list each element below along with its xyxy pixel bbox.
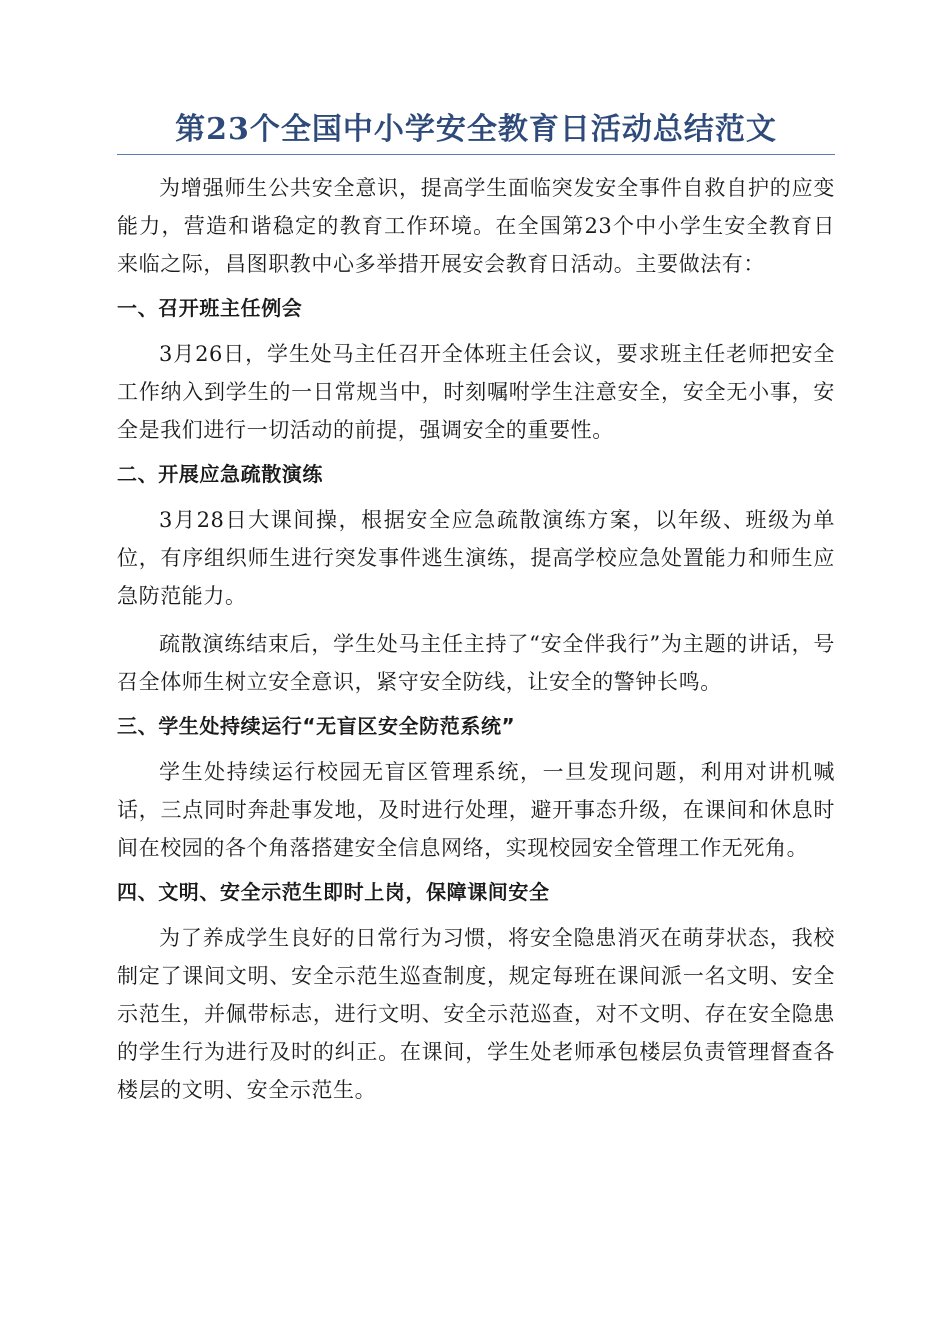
intro-paragraph: 为增强师生公共安全意识，提高学生面临突发安全事件自救自护的应变能力，营造和谐稳定的教育工作环境。在全国第23个中小学生安全教育日来临之际，昌图职教中心多举措开展安会教育日活动。主要做法有：: [117, 176, 835, 276]
section-heading: 一、召开班主任例会: [117, 296, 303, 320]
section-heading: 三、学生处持续运行“无盲区安全防范系统”: [117, 714, 516, 738]
section-heading: 四、文明、安全示范生即时上岗，保障课间安全: [117, 880, 550, 904]
section-4: [117, 877, 835, 1109]
section-paragraph: 3月28日大课间操，根据安全应急疏散演练方案，以年级、班级为单位，有序组织师生进行突发事件逃生演练，提高学校应急处置能力和师生应急防范能力。: [117, 508, 835, 608]
section-1: [117, 293, 835, 449]
document-page: [117, 110, 835, 1109]
section-2: [117, 459, 835, 701]
document-title: 第23个全国中小学安全教育日活动总结范文: [117, 110, 835, 155]
section-heading: 二、开展应急疏散演练: [117, 462, 323, 486]
section-paragraph: 3月26日，学生处马主任召开全体班主任会议，要求班主任老师把安全工作纳入到学生的一日常规当中，时刻嘱咐学生注意安全，安全无小事，安全是我们进行一切活动的前提，强调安全的重要性。: [117, 342, 835, 442]
section-paragraph: 学生处持续运行校园无盲区管理系统，一旦发现问题，利用对讲机喊话，三点同时奔赴事发地，及时进行处理，避开事态升级，在课间和休息时间在校园的各个角落搭建安全信息网络，实现校园安全管理工作无死角。: [117, 760, 835, 860]
section-paragraph: 为了养成学生良好的日常行为习惯，将安全隐患消灭在萌芽状态，我校制定了课间文明、安全示范生巡查制度，规定每班在课间派一名文明、安全示范生，并佩带标志，进行文明、安全示范巡查，对不文明、存在安全隐患的学生行为进行及时的纠正。在课间，学生处老师承包楼层负责管理督查各楼层的文明、安全示范生。: [117, 926, 835, 1102]
section-paragraph: 疏散演练结束后，学生处马主任主持了“安全伴我行”为主题的讲话，号召全体师生树立安全意识，紧守安全防线，让安全的警钟长鸣。: [117, 632, 835, 694]
section-3: [117, 711, 835, 867]
